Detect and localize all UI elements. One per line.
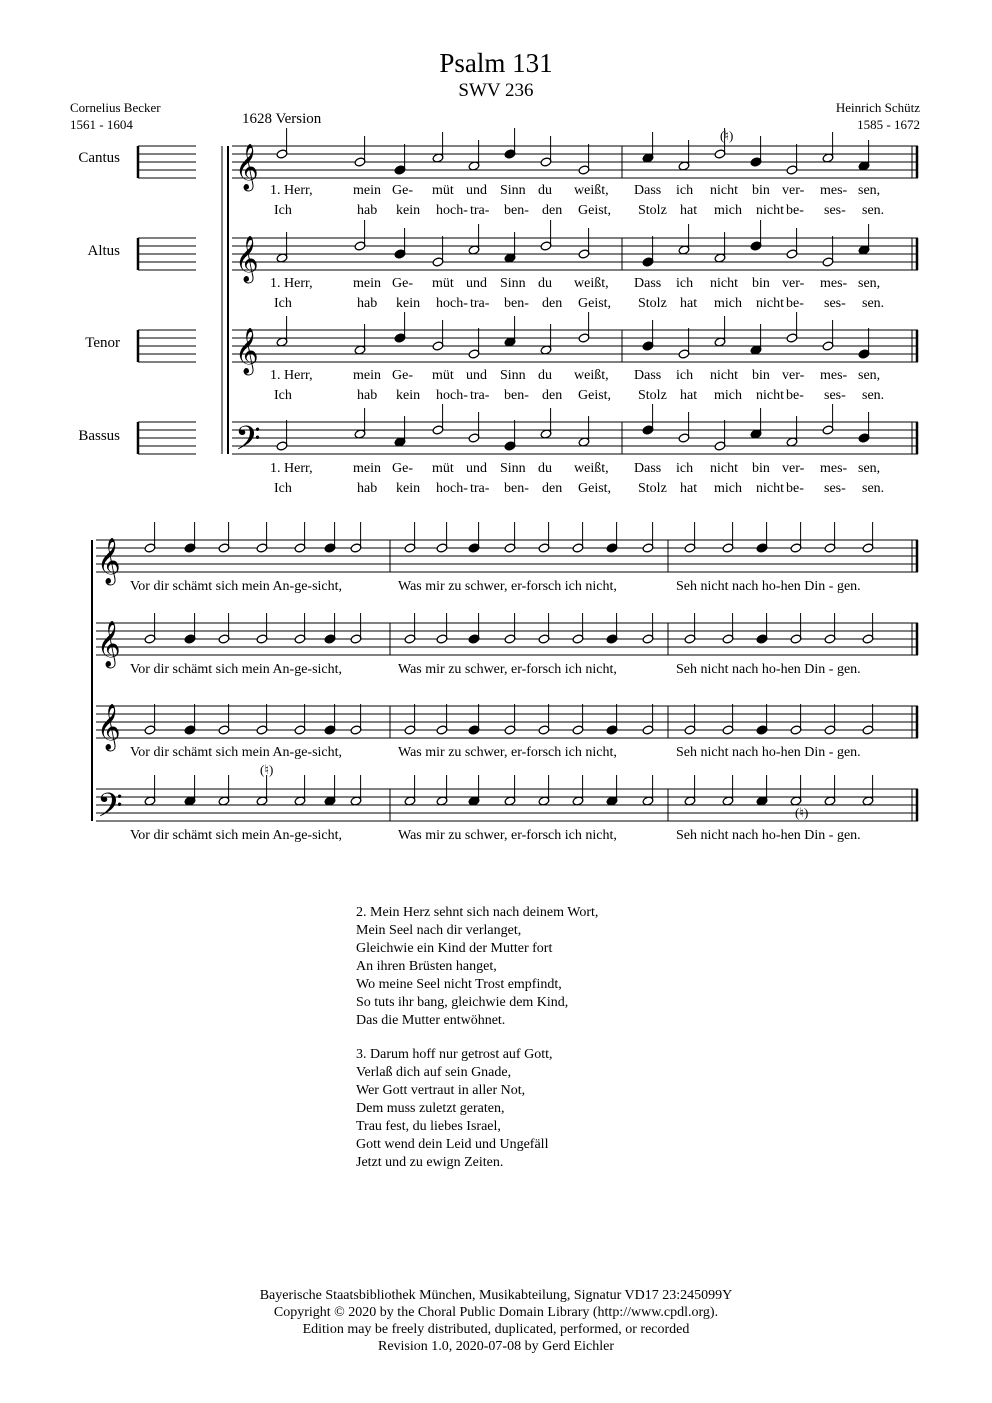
lyric-syllable: Ge-: [392, 368, 413, 383]
lyric-syllable: ich: [676, 276, 694, 291]
lyric-syllable: ich: [676, 183, 694, 198]
lyric-syllable: kein: [396, 203, 421, 218]
lyric-syllable: Stolz: [638, 203, 667, 218]
lyric-syllable: Ge-: [392, 461, 413, 476]
lyric-syllable: 1. Herr,: [270, 276, 313, 291]
lyric-syllable: den: [542, 296, 563, 311]
lyric-syllable: du: [538, 461, 552, 476]
clef-symbol: 𝄞: [97, 621, 121, 667]
lyric-syllable: Was mir zu schwer, er-forsch ich nicht,: [398, 745, 617, 760]
lyric-syllable: 1. Herr,: [270, 183, 313, 198]
composer-name: Heinrich Schütz: [835, 100, 920, 115]
lyric-syllable: sen.: [862, 481, 885, 496]
page-title: Psalm 131: [439, 48, 553, 78]
lyric-syllable: tra-: [470, 203, 490, 218]
lyric-syllable: Geist,: [578, 481, 612, 496]
lyric-syllable: Vor dir schämt sich mein An-ge-sicht,: [130, 662, 343, 677]
lyric-syllable: ben-: [504, 203, 529, 218]
lyric-syllable: müt: [432, 368, 454, 383]
stanza-line: 2. Mein Herz sehnt sich nach deinem Wort,: [356, 905, 599, 920]
clef-symbol: 𝄞: [235, 236, 259, 282]
lyric-syllable: bin: [752, 183, 770, 198]
lyric-syllable: ich: [676, 461, 694, 476]
lyric-syllable: sen,: [858, 461, 881, 476]
lyric-syllable: Seh nicht nach ho-hen Din - gen.: [676, 828, 861, 843]
lyric-syllable: hat: [680, 296, 698, 311]
lyric-syllable: du: [538, 183, 552, 198]
lyric-syllable: hoch-: [436, 296, 468, 311]
composer-dates: 1585 - 1672: [857, 117, 920, 132]
lyric-syllable: Vor dir schämt sich mein An-ge-sicht,: [130, 579, 343, 594]
lyric-syllable: müt: [432, 183, 454, 198]
lyric-syllable: mein: [353, 461, 381, 476]
lyric-syllable: hoch-: [436, 481, 468, 496]
clef-symbol: 𝄞: [97, 538, 121, 584]
stanza-line: Das die Mutter entwöhnet.: [356, 1013, 506, 1028]
lyric-syllable: ses-: [824, 296, 846, 311]
lyric-syllable: Sinn: [500, 461, 526, 476]
version-label: 1628 Version: [242, 111, 322, 127]
lyric-syllable: ben-: [504, 388, 529, 403]
poet-name: Cornelius Becker: [70, 100, 161, 115]
stanza-line: Wo meine Seel nicht Trost empfindt,: [356, 977, 562, 992]
lyric-syllable: sen.: [862, 203, 885, 218]
lyric-syllable: müt: [432, 276, 454, 291]
voice-label-cantus: Cantus: [78, 150, 120, 166]
stanza-line: Dem muss zuletzt geraten,: [356, 1101, 505, 1116]
footer-revision: Revision 1.0, 2020-07-08 by Gerd Eichler: [377, 1339, 614, 1354]
lyric-syllable: ver-: [782, 276, 805, 291]
lyric-syllable: ses-: [824, 388, 846, 403]
accidental-mark-3: (♮): [260, 762, 274, 777]
lyric-syllable: nicht: [710, 461, 738, 476]
lyric-syllable: du: [538, 368, 552, 383]
voice-label-altus: Altus: [87, 243, 120, 259]
clef-symbol: 𝄞: [235, 328, 259, 374]
lyric-syllable: hat: [680, 203, 698, 218]
lyric-syllable: tra-: [470, 481, 490, 496]
lyric-syllable: weißt,: [574, 368, 609, 383]
clef-symbol: 𝄢: [97, 787, 123, 833]
lyric-syllable: be-: [786, 203, 804, 218]
lyric-syllable: bin: [752, 461, 770, 476]
lyric-syllable: mein: [353, 183, 381, 198]
stanza-3: [356, 1046, 796, 1172]
lyric-syllable: ich: [676, 368, 694, 383]
lyric-syllable: Dass: [634, 368, 662, 383]
lyric-syllable: nicht: [710, 183, 738, 198]
lyric-syllable: du: [538, 276, 552, 291]
lyric-syllable: kein: [396, 388, 421, 403]
stanza-line: Mein Seel nach dir verlanget,: [356, 923, 522, 938]
lyric-syllable: sen,: [858, 368, 881, 383]
lyric-syllable: ver-: [782, 461, 805, 476]
lyric-syllable: mes-: [820, 461, 848, 476]
stanza-line: Jetzt und zu ewign Zeiten.: [356, 1155, 504, 1170]
lyric-syllable: und: [466, 276, 487, 291]
poet-dates: 1561 - 1604: [70, 117, 133, 132]
lyric-syllable: Sinn: [500, 368, 526, 383]
stanza-2: [356, 904, 796, 1030]
lyric-syllable: bin: [752, 368, 770, 383]
lyric-syllable: bin: [752, 276, 770, 291]
lyric-syllable: be-: [786, 296, 804, 311]
lyric-syllable: mes-: [820, 276, 848, 291]
lyric-syllable: mich: [714, 203, 742, 218]
lyric-syllable: Ich: [274, 388, 292, 403]
voice-label-tenor: Tenor: [85, 335, 120, 351]
lyric-syllable: Vor dir schämt sich mein An-ge-sicht,: [130, 745, 343, 760]
lyric-syllable: nicht: [756, 388, 784, 403]
lyric-syllable: Was mir zu schwer, er-forsch ich nicht,: [398, 662, 617, 677]
lyric-syllable: mich: [714, 481, 742, 496]
lyric-syllable: tra-: [470, 296, 490, 311]
clef-symbol: 𝄢: [235, 420, 261, 466]
lyric-syllable: Dass: [634, 461, 662, 476]
lyric-syllable: ben-: [504, 481, 529, 496]
stanza-line: So tuts ihr bang, gleichwie dem Kind,: [356, 995, 569, 1010]
stanza-line: Wer Gott vertraut in aller Not,: [356, 1083, 526, 1098]
lyric-syllable: mich: [714, 388, 742, 403]
lyric-syllable: weißt,: [574, 276, 609, 291]
lyric-syllable: Dass: [634, 276, 662, 291]
lyric-syllable: hab: [357, 203, 378, 218]
lyric-syllable: Sinn: [500, 276, 526, 291]
lyric-syllable: tra-: [470, 388, 490, 403]
lyric-syllable: Stolz: [638, 296, 667, 311]
lyric-syllable: Ge-: [392, 276, 413, 291]
clef-symbol: 𝄞: [235, 144, 259, 190]
lyric-syllable: hab: [357, 388, 378, 403]
lyric-syllable: mes-: [820, 368, 848, 383]
lyric-syllable: Seh nicht nach ho-hen Din - gen.: [676, 579, 861, 594]
footer-copyright: Copyright © 2020 by the Choral Public Domain Library (http://www.cpdl.org).: [273, 1305, 719, 1320]
lyric-syllable: Sinn: [500, 183, 526, 198]
lyric-syllable: und: [466, 461, 487, 476]
lyric-syllable: Stolz: [638, 388, 667, 403]
lyric-syllable: kein: [396, 481, 421, 496]
lyric-syllable: Ge-: [392, 183, 413, 198]
lyric-syllable: sen.: [862, 388, 885, 403]
lyric-syllable: Was mir zu schwer, er-forsch ich nicht,: [398, 828, 617, 843]
lyric-syllable: be-: [786, 481, 804, 496]
lyric-syllable: 1. Herr,: [270, 368, 313, 383]
lyric-syllable: Geist,: [578, 296, 612, 311]
lyric-syllable: Ich: [274, 203, 292, 218]
lyric-syllable: den: [542, 481, 563, 496]
lyric-syllable: 1. Herr,: [270, 461, 313, 476]
lyric-syllable: ver-: [782, 183, 805, 198]
lyric-syllable: nicht: [756, 481, 784, 496]
stanza-line: Gott wend dein Leid und Ungefäll: [356, 1137, 549, 1152]
lyric-syllable: mes-: [820, 183, 848, 198]
lyric-syllable: und: [466, 183, 487, 198]
accidental-mark-2: (♮): [795, 805, 809, 820]
lyric-syllable: hat: [680, 481, 698, 496]
lyric-syllable: hab: [357, 296, 378, 311]
lyric-syllable: den: [542, 388, 563, 403]
lyric-syllable: Seh nicht nach ho-hen Din - gen.: [676, 662, 861, 677]
page-subtitle: SWV 236: [458, 80, 534, 101]
lyric-syllable: nicht: [710, 368, 738, 383]
lyric-syllable: Vor dir schämt sich mein An-ge-sicht,: [130, 828, 343, 843]
lyric-syllable: ver-: [782, 368, 805, 383]
lyric-syllable: hoch-: [436, 388, 468, 403]
stanza-line: An ihren Brüsten hanget,: [356, 959, 497, 974]
lyric-syllable: weißt,: [574, 461, 609, 476]
lyric-syllable: den: [542, 203, 563, 218]
lyric-syllable: Ich: [274, 296, 292, 311]
lyric-syllable: Ich: [274, 481, 292, 496]
lyric-syllable: ben-: [504, 296, 529, 311]
lyric-syllable: hat: [680, 388, 698, 403]
lyric-syllable: mein: [353, 368, 381, 383]
lyric-syllable: mein: [353, 276, 381, 291]
lyric-syllable: nicht: [756, 203, 784, 218]
lyric-syllable: mich: [714, 296, 742, 311]
lyric-syllable: Was mir zu schwer, er-forsch ich nicht,: [398, 579, 617, 594]
lyric-syllable: Stolz: [638, 481, 667, 496]
footer-source: Bayerische Staatsbibliothek München, Musikabteilung, Signatur VD17 23:245099Y: [259, 1288, 733, 1303]
lyric-syllable: ses-: [824, 203, 846, 218]
stanza-line: Gleichwie ein Kind der Mutter fort: [356, 941, 553, 956]
lyric-syllable: und: [466, 368, 487, 383]
stanza-line: 3. Darum hoff nur getrost auf Gott,: [356, 1047, 553, 1062]
lyric-syllable: Geist,: [578, 388, 612, 403]
stanza-line: Trau fest, du liebes Israel,: [356, 1119, 501, 1134]
footer-license: Edition may be freely distributed, duplicated, performed, or recorded: [302, 1322, 690, 1337]
lyric-syllable: nicht: [756, 296, 784, 311]
lyric-syllable: sen,: [858, 183, 881, 198]
lyric-syllable: ses-: [824, 481, 846, 496]
lyric-syllable: nicht: [710, 276, 738, 291]
accidental-mark-1: (♮): [720, 128, 734, 143]
lyric-syllable: Geist,: [578, 203, 612, 218]
lyric-syllable: kein: [396, 296, 421, 311]
stanza-line: Verlaß dich auf sein Gnade,: [356, 1065, 512, 1080]
lyric-syllable: sen,: [858, 276, 881, 291]
lyric-syllable: Seh nicht nach ho-hen Din - gen.: [676, 745, 861, 760]
clef-symbol: 𝄞: [97, 704, 121, 750]
lyric-syllable: müt: [432, 461, 454, 476]
lyric-syllable: hab: [357, 481, 378, 496]
voice-label-bassus: Bassus: [78, 428, 120, 444]
lyric-syllable: weißt,: [574, 183, 609, 198]
lyric-syllable: Dass: [634, 183, 662, 198]
lyric-syllable: sen.: [862, 296, 885, 311]
lyric-syllable: be-: [786, 388, 804, 403]
lyric-syllable: hoch-: [436, 203, 468, 218]
